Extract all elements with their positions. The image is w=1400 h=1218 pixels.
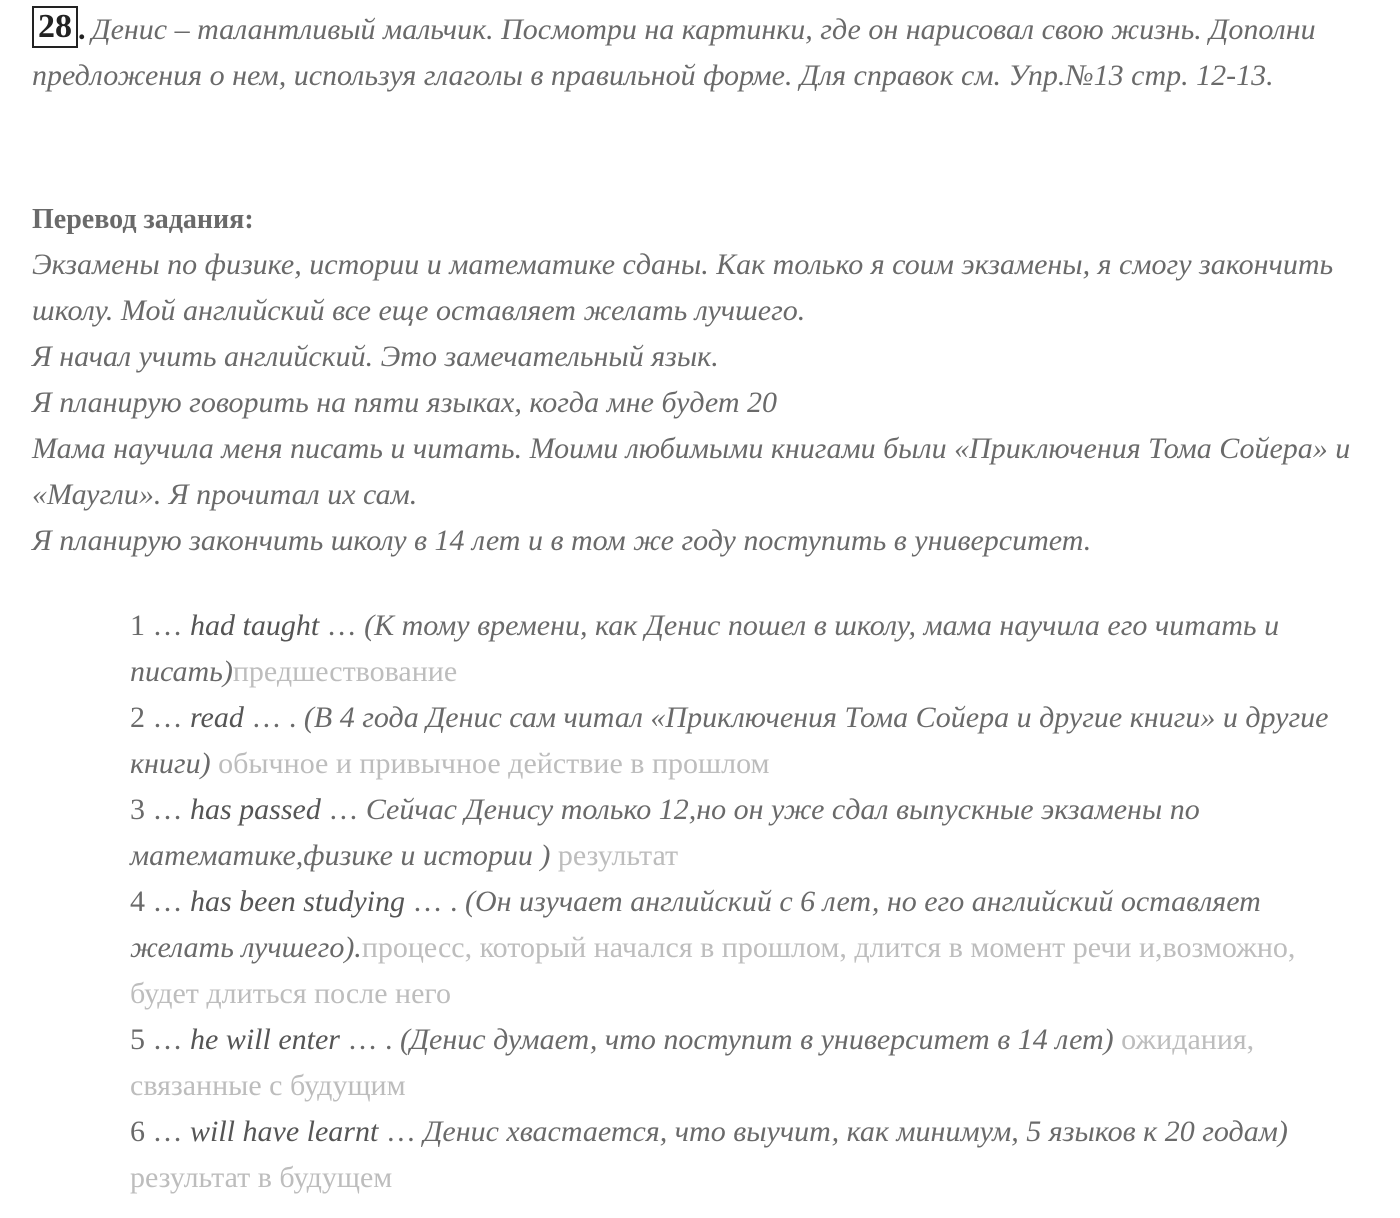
answer-verb: he will enter [190, 1023, 340, 1056]
answer-number: 1 [130, 609, 145, 642]
translation-text [32, 242, 1352, 564]
answer-note: предшествование [232, 655, 458, 688]
translation-line: Я начал учить английский. Это замечательный язык. [32, 340, 719, 373]
answer-note: ожидания, связанные с будущим [130, 1023, 1255, 1102]
answer-verb: will have learnt [190, 1115, 379, 1148]
answer-item: 5 … he will enter … . (Денис думает, что поступит в университет в 14 лет) ожидания, связанные с будущим [130, 1023, 1255, 1102]
answer-item: 6 … will have learnt … Денис хвастается, что выучит, как минимум, 5 языков к 20 годам) результат в будущем [130, 1115, 1288, 1194]
answer-note: процесс, который начался в прошлом, длится в момент речи и,возможно, будет длиться после него [130, 931, 1296, 1010]
answer-verb: read [190, 701, 244, 734]
translation-line: Я планирую говорить на пяти языках, когда мне будет 20 [32, 386, 777, 419]
answer-note: результат в будущем [130, 1161, 393, 1194]
answer-number: 6 [130, 1115, 145, 1148]
answer-number: 2 [130, 701, 145, 734]
answer-number: 3 [130, 793, 145, 826]
translation-title: Перевод задания: [32, 204, 254, 235]
answer-explanation: (Денис думает, что поступит в университет в 14 лет) [399, 1023, 1114, 1056]
translation-line: Я планирую закончить школу в 14 лет и в том же году поступить в университет. [32, 524, 1092, 557]
answer-item: 3 … has passed … Сейчас Денису только 12,но он уже сдал выпускные экзамены по математике,физике и истории ) результат [130, 793, 1200, 872]
exercise-instruction: Денис – талантливый мальчик. Посмотри на картинки, где он нарисовал свою жизнь. Дополни предложения о нем, используя глаголы в правильной форме. Для справок см. Упр.№13 стр. 12-13. [32, 13, 1316, 92]
answer-item: 2 … read … . (В 4 года Денис сам читал «Приключения Тома Сойера и другие книги» и другие книги) обычное и привычное действие в прошлом [130, 701, 1329, 780]
answer-verb: has passed [190, 793, 321, 826]
answer-note: обычное и привычное действие в прошлом [210, 747, 770, 780]
exercise-number: 28 [32, 6, 78, 48]
answer-explanation: (Он изучает английский с 6 лет, но его английский оставляет желать лучшего). [130, 885, 1261, 964]
translation-line: Экзамены по физике, истории и математике сданы. Как только я соим экзамены, я смогу закончить школу. Мой английский все еще оставляет желать лучшего. [32, 248, 1334, 327]
answer-verb: has been studying [190, 885, 405, 918]
answer-number: 5 [130, 1023, 145, 1056]
answers-list [130, 603, 1330, 1201]
answer-note: результат [550, 839, 679, 872]
answer-verb: had taught [190, 609, 320, 642]
answer-explanation: (К тому времени, как Денис пошел в школу, мама научила его читать и писать) [130, 609, 1280, 688]
answer-explanation: (В 4 года Денис сам читал «Приключения Тома Сойера и другие книги» и другие книги) [130, 701, 1329, 780]
answer-explanation: Денис хвастается, что выучит, как минимум, 5 языков к 20 годам) [423, 1115, 1288, 1148]
exercise-header: 28 . Денис – талантливый мальчик. Посмотри на картинки, где он нарисовал свою жизнь. Дополни предложения о нем, используя глаголы в правильной форме. Для справок см. Упр.№13 стр. 12-13. [32, 8, 1316, 92]
answer-item: 4 … has been studying … . (Он изучает английский с 6 лет, но его английский оставляет желать лучшего).процесс, который начался в прошлом, длится в момент речи и,возможно, будет длиться после него [130, 885, 1296, 1010]
answer-explanation: Сейчас Денису только 12,но он уже сдал выпускные экзамены по математике,физике и истории ) [130, 793, 1200, 872]
answer-item: 1 … had taught … (К тому времени, как Денис пошел в школу, мама научила его читать и писать)предшествование [130, 609, 1280, 688]
translation-line: Мама научила меня писать и читать. Моими любимыми книгами были «Приключения Тома Сойера» и «Маугли». Я прочитал их сам. [32, 432, 1351, 511]
answer-number: 4 [130, 885, 145, 918]
